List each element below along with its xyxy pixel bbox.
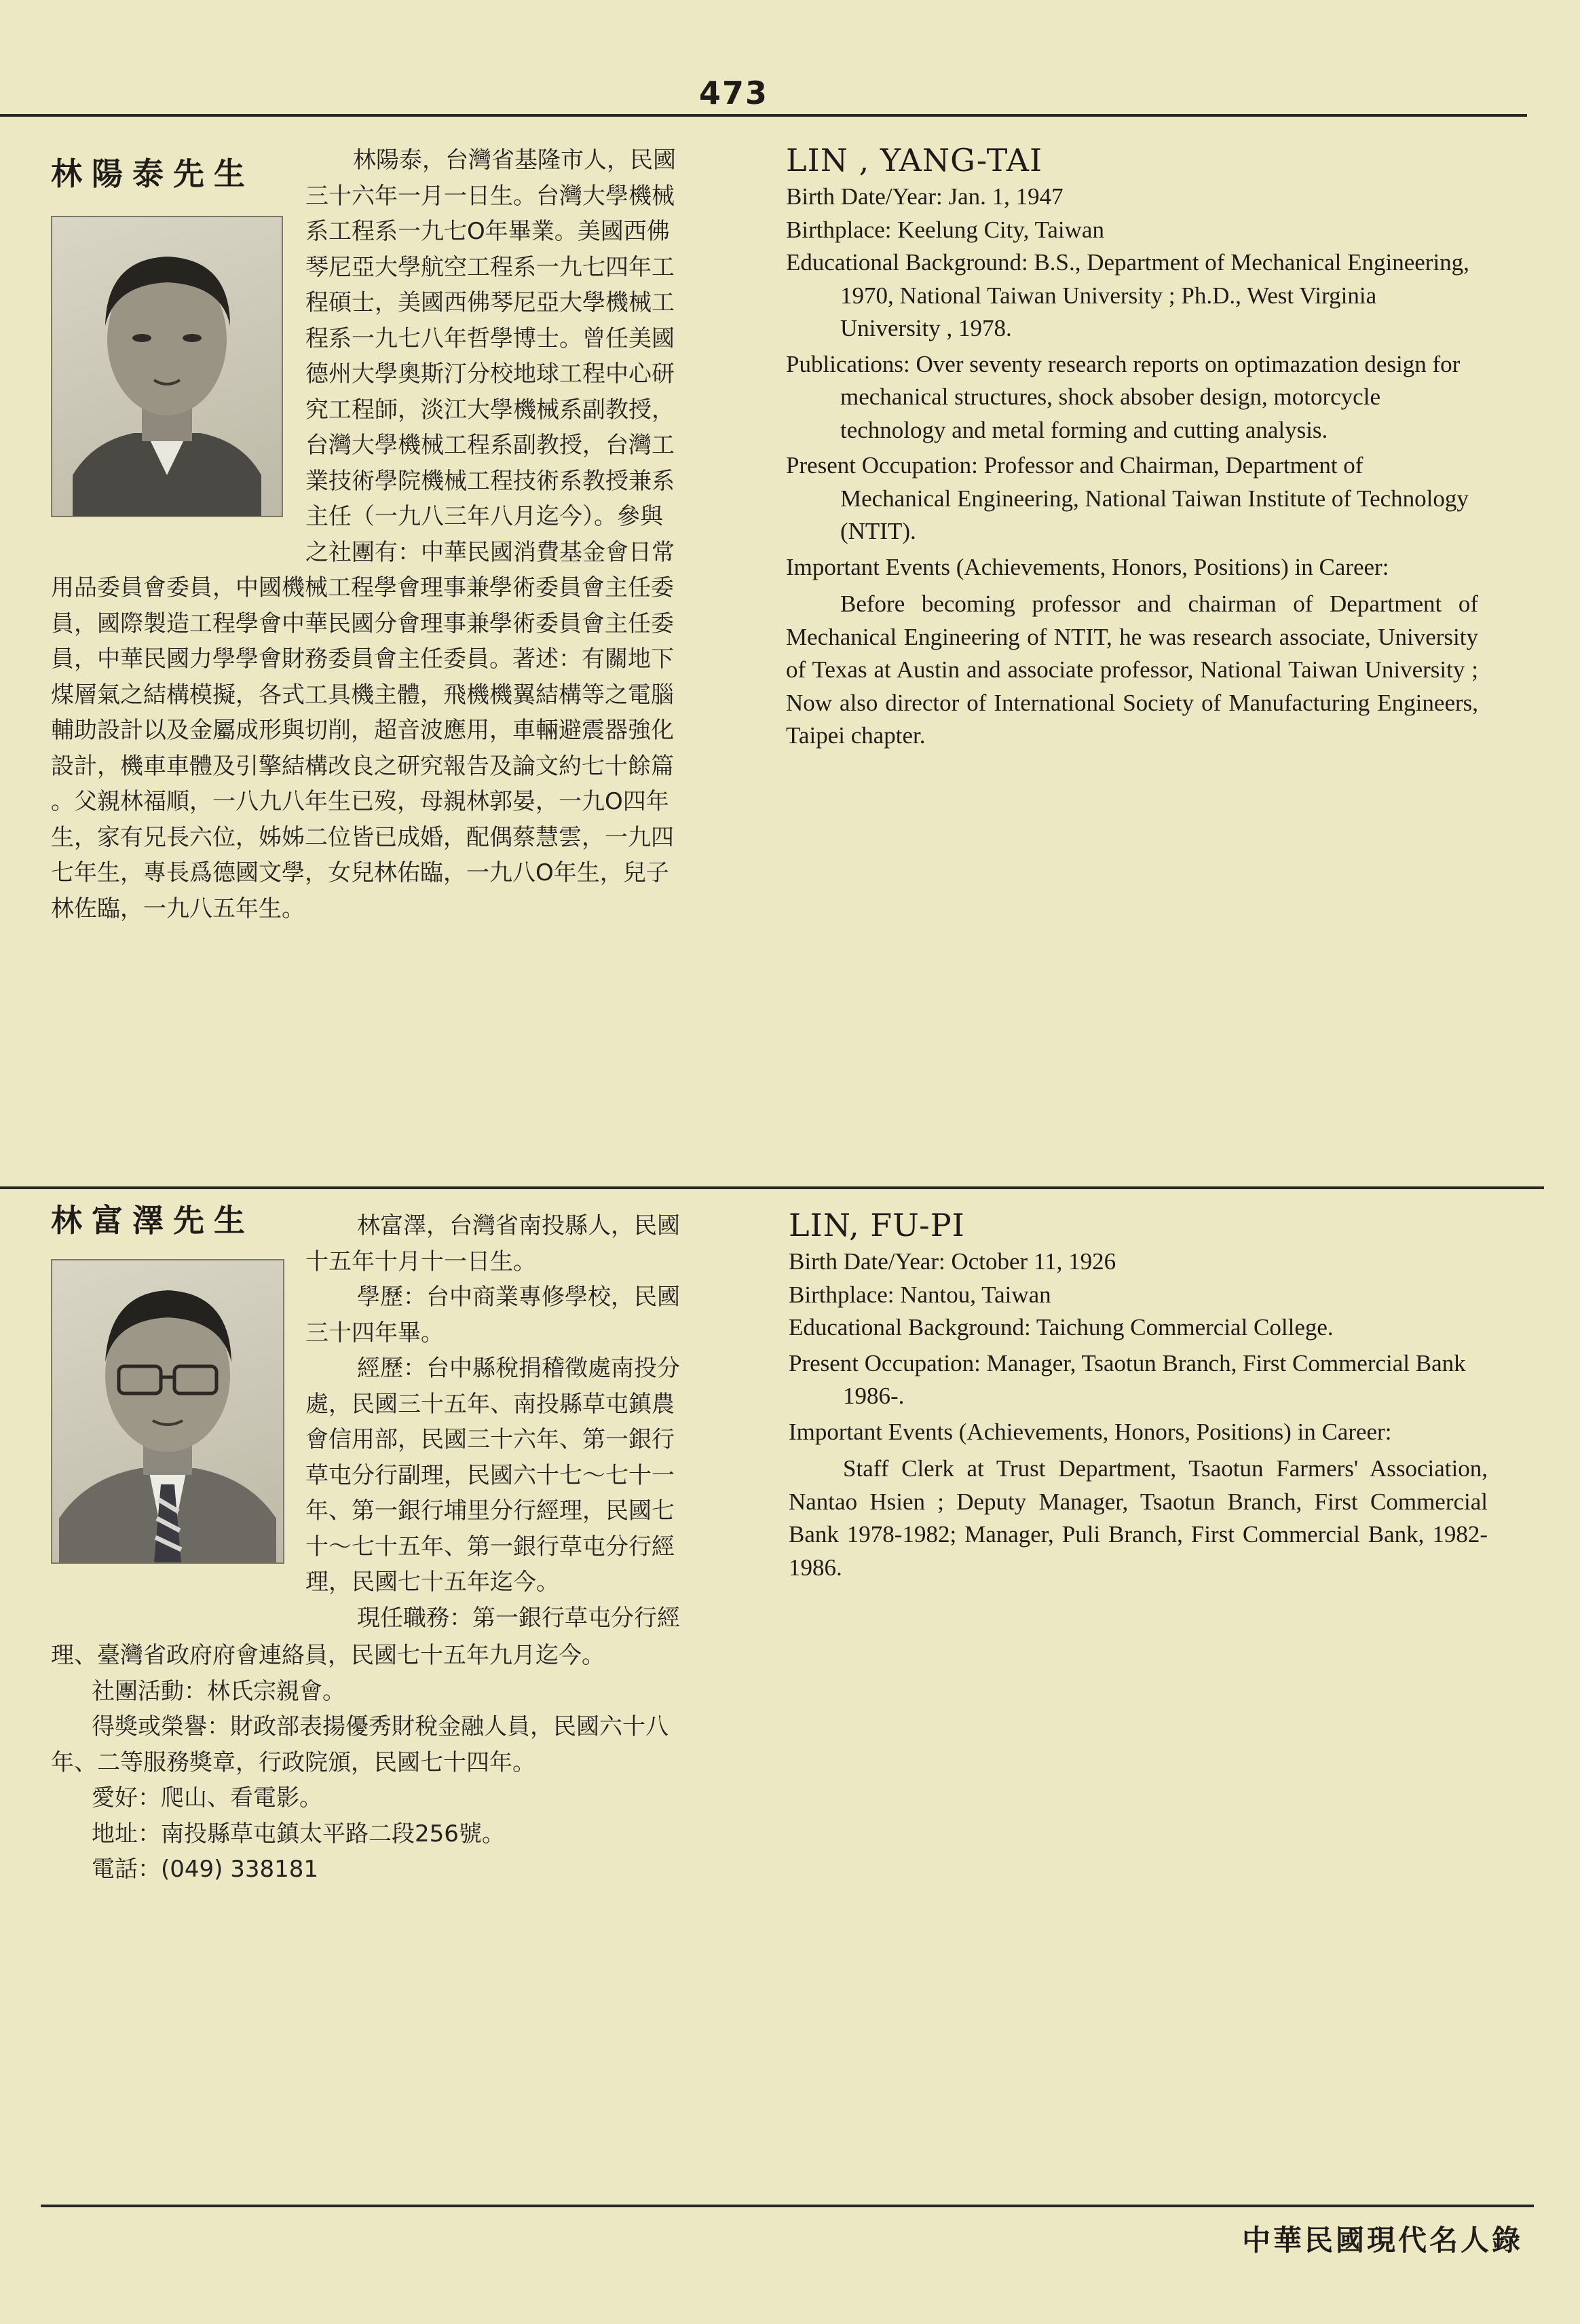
entry2-cn-line-12: 現任職務：第一銀行草屯分行經	[357, 1604, 680, 1632]
entry2-cn-line-6: 處，民國三十五年、南投縣草屯鎮農	[305, 1390, 675, 1418]
entry2-cn-line-8: 草屯分行副理，民國六十七～七十一	[305, 1461, 675, 1489]
bottom-rule	[41, 2205, 1534, 2207]
entry2-events-label: Important Events (Achievements, Honors, Positions) in Career:	[789, 1418, 1392, 1445]
entry2-cn-line-16: 年、二等服務獎章，行政院頒，民國七十四年。	[51, 1748, 535, 1776]
entry2-portrait-photo	[51, 1259, 284, 1564]
entry1-cn-line-19: 。父親林福順，一八九八年生已歿，母親林郭晏，一九O四年	[51, 788, 669, 815]
entry1-cn-line-1: 林陽泰，台灣省基隆市人，民國	[353, 147, 676, 174]
entry1-cn-line-10: 業技術學院機械工程技術系教授兼系	[305, 467, 675, 495]
entry1-occupation: Present Occupation: Professor and Chairman, Department of Mechanical Engineering, National Taiwan Institute of Technology (NTIT).	[786, 452, 1469, 544]
entry1-cn-line-2: 三十六年一月一日生。台灣大學機械	[305, 182, 675, 210]
entry1-cn-line-6: 程系一九七八年哲學博士。曾任美國	[305, 324, 675, 352]
entry2-cn-line-5: 經歷：台中縣稅捐稽徵處南投分	[357, 1355, 680, 1382]
entry2-cn-line-13: 理、臺灣省政府府會連絡員，民國七十五年九月迄今。	[51, 1642, 605, 1669]
entry1-cn-line-13: 用品委員會委員，中國機械工程學會理事兼學術委員會主任委	[51, 574, 674, 601]
entry1-events-label: Important Events (Achievements, Honors, Positions) in Career:	[786, 553, 1389, 580]
page-number: 473	[699, 75, 769, 111]
entry1-cn-line-7: 德州大學奧斯汀分校地球工程中心研	[305, 360, 675, 388]
entry2-cn-line-15: 得獎或榮譽：財政部表揚優秀財稅金融人員，民國六十八	[92, 1713, 669, 1740]
entry2-chinese-text-top	[305, 1208, 726, 1636]
entry2-cn-line-19: 電話：(049) 338181	[92, 1856, 319, 1883]
entry1-cn-line-12: 之社團有：中華民國消費基金會日常	[305, 538, 675, 566]
section-divider	[0, 1186, 1544, 1189]
entry2-cn-line-11: 理，民國七十五年迄今。	[305, 1569, 559, 1596]
entry2-english-name: LIN, FU-PI	[789, 1207, 965, 1243]
entry1-cn-line-22: 林佐臨，一九八五年生。	[51, 895, 305, 922]
entry1-cn-line-17: 輔助設計以及金屬成形與切削，超音波應用，車輛避震器強化	[51, 717, 674, 744]
entry2-cn-line-9: 年、第一銀行埔里分行經理，民國七	[305, 1497, 675, 1524]
entry2-cn-line-17: 愛好：爬山、看電影。	[92, 1784, 322, 1812]
entry1-english-column	[786, 140, 1478, 753]
entry1-cn-line-18: 設計，機車車體及引擎結構改良之研究報告及論文約七十餘篇	[51, 752, 674, 780]
entry2-birthplace: Birthplace: Nantou, Taiwan	[789, 1281, 1051, 1308]
entry1-portrait-photo	[51, 216, 283, 517]
entry1-cn-line-8: 究工程師，淡江大學機械系副教授，	[305, 396, 675, 424]
entry2-cn-line-10: 十～七十五年、第一銀行草屯分行經	[305, 1533, 675, 1560]
entry2-events-text: Staff Clerk at Trust Department, Tsaotun Farmers' Association, Nantao Hsien ; Deputy Manager, Tsaotun Branch, First Commercial Bank 1978-1982; Manager, Puli Branch, First Commercial Bank, 1982-1986.	[789, 1455, 1488, 1581]
entry1-publications: Publications: Over seventy research reports on optimazation design for mechanical structures, shock absober design, motorcycle technology and metal forming and cutting analysis.	[786, 350, 1461, 443]
entry2-cn-line-14: 社團活動：林氏宗親會。	[92, 1677, 345, 1705]
entry1-cn-line-20: 生，家有兄長六位，姊姊二位皆已成婚，配偶蔡慧雲，一九四	[51, 823, 674, 851]
entry1-cn-line-15: 員，中華民國力學學會財務委員會主任委員。著述：有關地下	[51, 645, 674, 673]
entry1-birth: Birth Date/Year: Jan. 1, 1947	[786, 183, 1064, 210]
entry1-cn-line-4: 琴尼亞大學航空工程系一九七四年工	[305, 253, 675, 281]
entry1-chinese-text-bottom	[51, 570, 730, 926]
entry2-education: Educational Background: Taichung Commercial College.	[789, 1314, 1334, 1341]
entry2-english-column	[789, 1205, 1488, 1584]
entry1-cn-line-16: 煤層氣之結構模擬，各式工具機主體，飛機機翼結構等之電腦	[51, 681, 674, 709]
entry1-chinese-name: 林陽泰先生	[51, 155, 255, 192]
entry1-cn-line-21: 七年生，專長爲德國文學，女兒林佑臨，一九八O年生，兒子	[51, 859, 669, 886]
entry1-education: Educational Background: B.S., Department of Mechanical Engineering, 1970, National Taiwan University ; Ph.D., West Virginia University , 1978.	[786, 249, 1469, 341]
entry1-chinese-text-top	[305, 143, 726, 570]
entry1-cn-line-11: 主任（一九八三年八月迄今）。參與	[305, 503, 663, 530]
entry2-birth: Birth Date/Year: October 11, 1926	[789, 1248, 1116, 1275]
entry1-english-name: LIN , YANG-TAI	[786, 142, 1043, 179]
entry2-cn-line-3: 學歷：台中商業專修學校，民國	[357, 1283, 680, 1311]
entry2-cn-line-18: 地址：南投縣草屯鎮太平路二段256號。	[92, 1820, 505, 1848]
entry1-events-text: Before becoming professor and chairman of Department of Mechanical Engineering of NTIT, he was research associate, University of Texas at Austin and associate professor, National Taiwan University ; Now also director of International Society of Manufacturing Engineers, Taipei chapter.	[786, 591, 1478, 749]
entry1-cn-line-3: 系工程系一九七O年畢業。美國西佛	[305, 218, 670, 245]
entry2-occupation: Present Occupation: Manager, Tsaotun Branch, First Commercial Bank 1986-.	[789, 1349, 1466, 1409]
entry2-cn-line-7: 會信用部，民國三十六年、第一銀行	[305, 1426, 675, 1453]
entry2-cn-line-1: 林富澤，台灣省南投縣人，民國	[357, 1212, 680, 1239]
entry2-cn-line-4: 三十四年畢。	[305, 1319, 444, 1347]
entry1-cn-line-14: 員，國際製造工程學會中華民國分會理事兼學術委員會主任委	[51, 610, 674, 637]
entry2-chinese-name: 林富澤先生	[51, 1202, 255, 1239]
entry1-birthplace: Birthplace: Keelung City, Taiwan	[786, 216, 1104, 243]
book-title-footer: 中華民國現代名人錄	[1242, 2224, 1524, 2257]
entry2-cn-line-2: 十五年十月十一日生。	[305, 1248, 536, 1275]
entry1-cn-line-5: 程碩士，美國西佛琴尼亞大學機械工	[305, 289, 675, 316]
entry2-chinese-text-bottom	[51, 1638, 730, 1888]
top-rule	[0, 114, 1527, 117]
entry1-cn-line-9: 台灣大學機械工程系副教授，台灣工	[305, 432, 675, 459]
